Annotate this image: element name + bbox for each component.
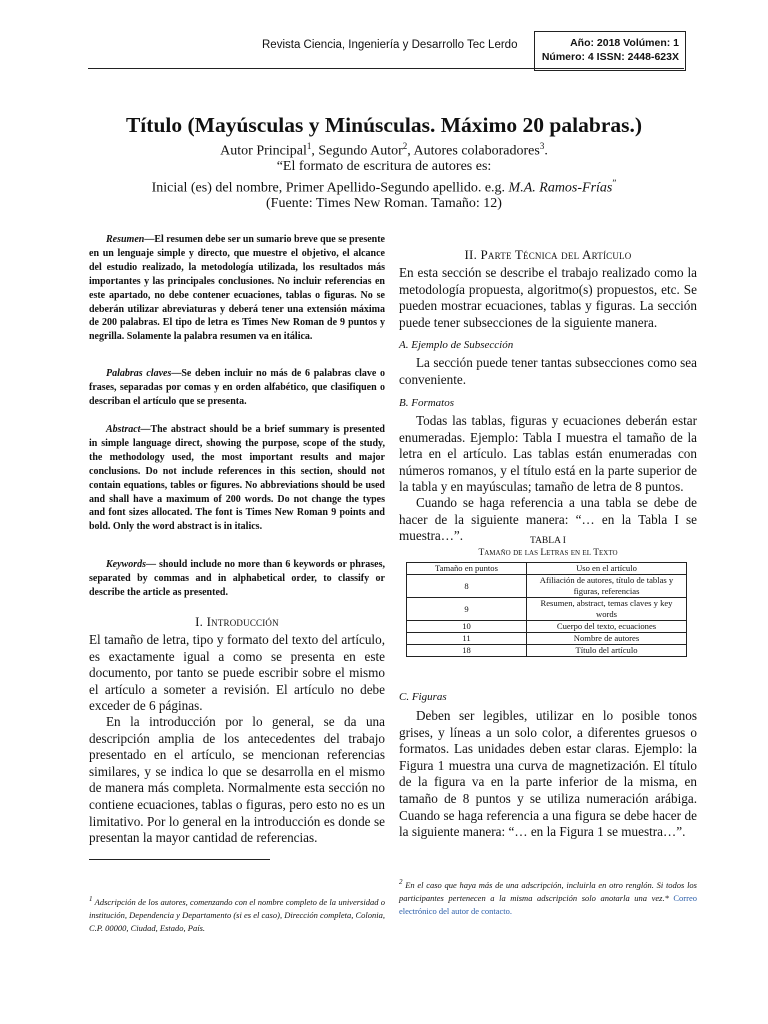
header-rule <box>88 68 684 69</box>
table-caption: Tamaño de las Letras en el Texto <box>478 548 618 558</box>
table-cell: Cuerpo del texto, ecuaciones <box>527 621 687 633</box>
table-cell: Título del artículo <box>527 645 687 657</box>
table-row <box>407 598 687 621</box>
footnote-rule <box>89 859 270 860</box>
section2-paragraph: En esta sección se describe el trabajo realizado como la metodología propuesta, algoritmo(s) propuestos, etc. Se pueden mostrar ecuaciones, tablas y figuras. La sección puede tener subsecciones de la siguiente manera. <box>399 265 697 330</box>
table-cell: Resumen, abstract, temas claves y key words <box>527 598 687 621</box>
intro-heading: I. Introducción <box>195 614 279 629</box>
table-row <box>407 575 687 598</box>
subsection-b-heading: B. Formatos <box>399 397 454 409</box>
contact-email-link[interactable]: Correo electrónico del autor de contacto. <box>399 892 697 916</box>
table-label: TABLA I <box>530 536 566 546</box>
table-row <box>407 621 687 633</box>
journal-name: Revista Ciencia, Ingeniería y Desarrollo Tec Lerdo <box>262 39 518 51</box>
table-header-row <box>407 563 687 575</box>
year-volume: Año: 2018 Volúmen: 1 <box>570 37 679 49</box>
table-cell: 10 <box>407 621 527 633</box>
issue-info-box <box>534 31 686 71</box>
table-cell: Nombre de autores <box>527 633 687 645</box>
section2-heading: II. Parte Técnica del Artículo <box>464 247 632 262</box>
author-format-intro: “El formato de escritura de autores es: <box>276 159 492 174</box>
subsection-a-heading: A. Ejemplo de Subsección <box>399 339 514 351</box>
palabras-claves-block: Palabras claves—Se deben incluir no más de 6 palabras clave o frases, separadas por comas y en orden alfabético, que clasifiquen o describan el artículo que se presenta. <box>89 368 386 407</box>
table-header-cell: Tamaño en puntos <box>407 563 527 575</box>
abstract-block: Abstract—The abstract should be a brief summary is presented in simple language direct, showing the purpose, scope of the study, the methodology used, the most important results and major conclusions. Do not include references in this section, should not contain equations, tables or figures. No abbreviations should be used and shall have a maximum of 200 words. Do not change the types and font sizes allocated. The font is Times New Roman 9 points and bold. Only the word abstract is in italics. <box>89 424 385 533</box>
table-row <box>407 633 687 645</box>
subsection-a-paragraph: La sección puede tener tantas subsecciones como sea conveniente. <box>399 355 697 387</box>
table-header-cell: Uso en el artículo <box>527 563 687 575</box>
table-row <box>407 645 687 657</box>
footnote-1: $^1$ Adscripción de los autores, comenzando con el nombre completo de la universidad o institución, Dependencia y Departamento (si es el caso), Dirección completa, Colonia, C.P. 00000, Ciudad, Estado, País. <box>89 895 385 933</box>
footnote-2: $^2$ En el caso que haya más de una adscripción, incluirla en otro renglón. Si todos los participantes pertenecen a la misma adscripción solo anotarla una vez.* Correo electrónico del autor de contacto. <box>399 878 697 916</box>
resumen-block: Resumen—El resumen debe ser un sumario breve que se presente en un lenguaje simple y directo, que muestre el objetivo, el alcance del estudio realizado, la metodología utilizada, los resultados más importantes y las principales conclusiones. No incluir referencias en este apartado, no debe contener ecuaciones, tablas o figuras. No se deberán utilizar abreviaturas y deberá tener una extensión máxima de 200 palabras. El tipo de letra es Times New Roman de 9 puntos y negrilla. Solamente la palabra resumen va en itálica. <box>89 234 385 343</box>
table-cell: 18 <box>407 645 527 657</box>
intro-paragraph-2: En la introducción por lo general, se da una descripción amplia de los antecedentes del trabajo presentado en el artículo, se mencionan referencias similares, y se indica lo que se desarrolla en el mismo de manera más completa. Normalmente esta sección no contiene ecuaciones, tablas o figuras, pero esto no es un limitativo. Por lo general en la introducción es donde se presentan la mayor cantidad de referencias. <box>89 714 385 846</box>
table-cell: 11 <box>407 633 527 645</box>
author-font-note: (Fuente: Times New Roman. Tamaño: 12) <box>266 196 502 211</box>
keywords-block: Keywords— should include no more than 6 keywords or phrases, separated by commas and in alphabetical order, to classify or describe the article as presented. <box>89 559 385 598</box>
intro-paragraph-1: El tamaño de letra, tipo y formato del texto del artículo, es exactamente igual a como se presenta en este documento, por tanto se puede escribir sobre el mismo el artículo a someter a revisión. El artículo no debe exceder de 6 páginas. <box>89 632 385 714</box>
table-cell: 9 <box>407 598 527 621</box>
table-cell: Afiliación de autores, título de tablas y figuras, referencias <box>527 575 687 598</box>
subsection-c-paragraph: Deben ser legibles, utilizar en lo posible tonos grises, y líneas a un solo color, a diferentes gruesos o formatos. Las unidades deben estar claras. Ejemplo: la Figura 1 muestra una curva de magnetización. El título de la figura va en la parte inferior de la misma, en tamaño de 8 puntos y se utiliza numeración arábiga. Cuando se haga referencia a una figura se debe hacer de la siguiente manera: “… en la Figura 1 se muestra…”. <box>399 708 697 840</box>
font-size-table <box>406 562 687 657</box>
subsection-c-heading: C. Figuras <box>399 691 447 703</box>
subsection-b-paragraph-1: Todas las tablas, figuras y ecuaciones deberán estar enumeradas. Ejemplo: Tabla I muestra el tamaño de la letra en el artículo. Las tablas están enumeradas con números romanos, y el título está en la parte superior de la tabla y en mayúsculas; tamaño de letra de 8 puntos. <box>399 413 697 495</box>
subsection-b-paragraph-2: Cuando se haga referencia a una tabla se debe de hacer de la siguiente manera: “… en la Tabla I se muestra…”. <box>399 495 697 544</box>
author-line: Autor Principal$^1$, Segundo Autor$^2$, Autores colaboradores$^3$. <box>220 141 548 159</box>
table-cell: 8 <box>407 575 527 598</box>
paper-title: Título (Mayúsculas y Minúsculas. Máximo 20 palabras.) <box>125 113 643 137</box>
number-issn: Número: 4 ISSN: 2448-623X <box>541 51 679 63</box>
author-format-example: Inicial (es) del nombre, Primer Apellido-Segundo apellido. e.g. M.A. Ramos-Frías” <box>151 178 617 196</box>
